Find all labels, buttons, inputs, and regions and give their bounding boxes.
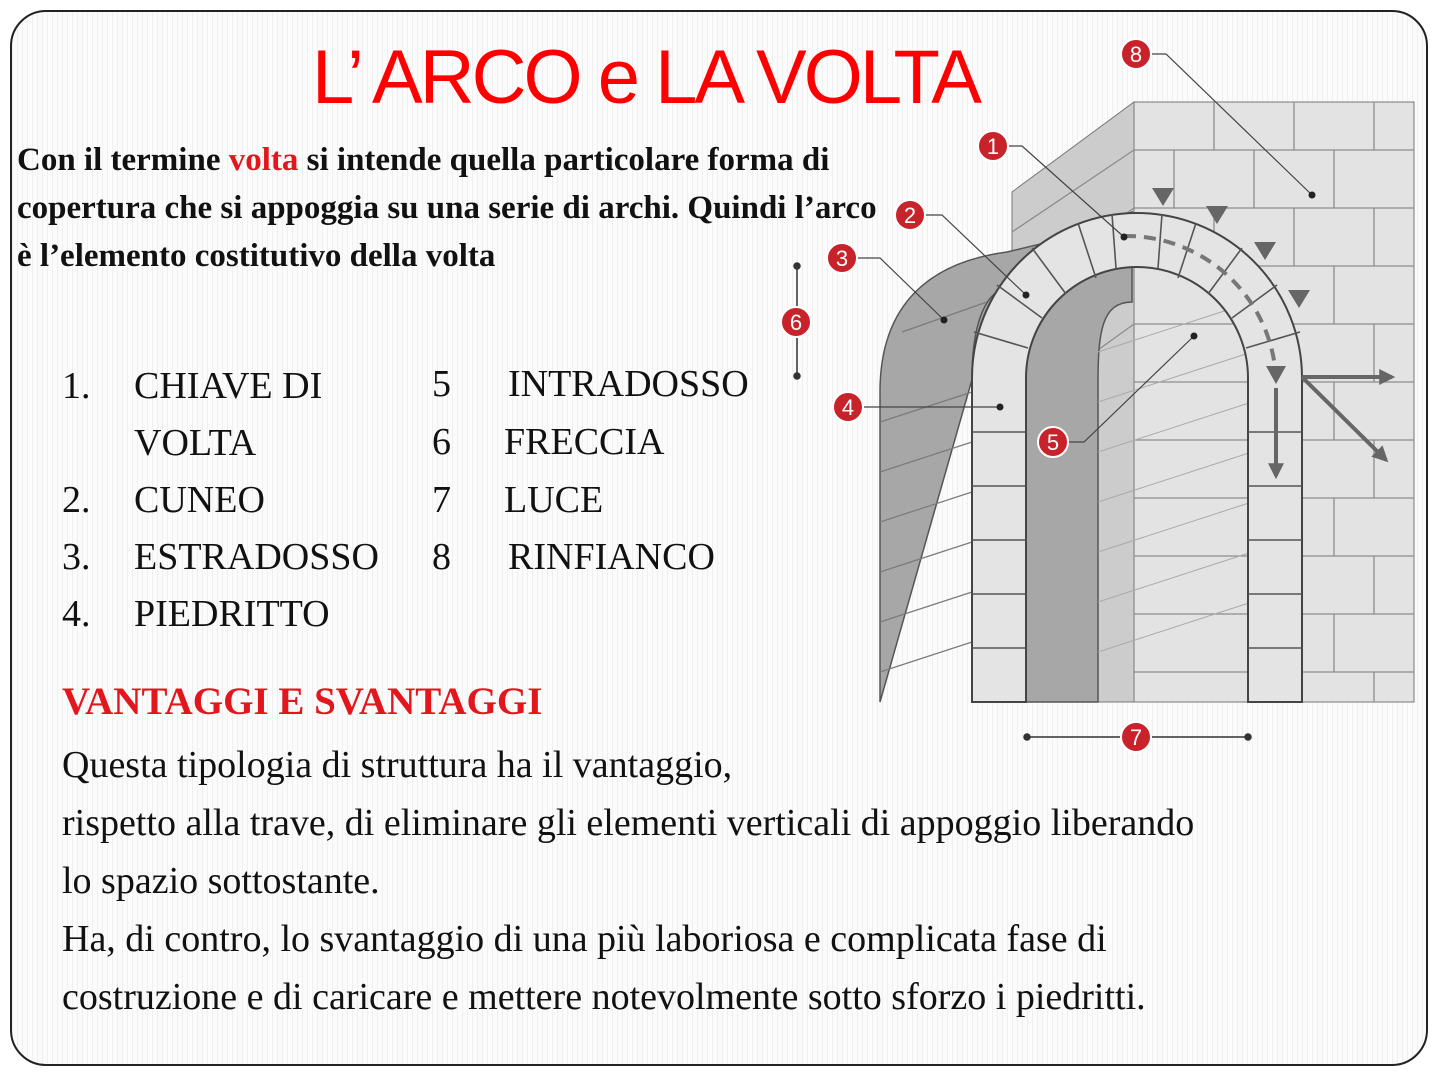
- marker-5: [1038, 427, 1068, 457]
- legend-number: 8: [432, 536, 451, 578]
- marker-4: [833, 392, 863, 422]
- intro-highlight-volta: volta: [228, 142, 299, 178]
- marker-2: [895, 200, 925, 230]
- body-line: costruzione e di caricare e mettere notevolmente sotto sforzo i piedritti.: [62, 976, 1146, 1018]
- section-title: VANTAGGI E SVANTAGGI: [62, 680, 543, 723]
- marker-3: [827, 243, 857, 273]
- marker-7: [1121, 722, 1151, 752]
- body-line: Questa tipologia di struttura ha il vantaggio,: [62, 744, 733, 786]
- legend-number: 2.: [62, 479, 91, 521]
- body-line: rispetto alla trave, di eliminare gli elementi verticali di appoggio liberando: [62, 802, 1195, 844]
- legend-label: ESTRADOSSO: [134, 536, 379, 578]
- marker-8: [1121, 39, 1151, 69]
- body-line: lo spazio sottostante.: [62, 860, 380, 902]
- marker-number: 6: [789, 310, 803, 335]
- legend-label: FRECCIA: [504, 421, 665, 463]
- legend-number: 1.: [62, 365, 91, 407]
- legend-number: 6: [432, 421, 451, 463]
- legend-number: 7: [432, 479, 451, 521]
- slide-title: L’ ARCO e LA VOLTA: [312, 35, 979, 120]
- legend-label: INTRADOSSO: [508, 363, 749, 405]
- legend-label: CHIAVE DI VOLTA: [134, 365, 323, 464]
- legend-number: 5: [432, 363, 451, 405]
- marker-number: 4: [841, 395, 855, 420]
- legend-label: CUNEO: [134, 479, 265, 521]
- marker-number: 3: [835, 246, 849, 271]
- intro-text-start: Con il termine: [17, 142, 229, 178]
- legend-number: 3.: [62, 536, 91, 578]
- legend-label: PIEDRITTO: [134, 593, 330, 635]
- legend-label: RINFIANCO: [508, 536, 715, 578]
- marker-number: 2: [903, 203, 917, 228]
- marker-number: 5: [1046, 430, 1060, 455]
- marker-number: 7: [1129, 725, 1143, 750]
- marker-number: 1: [986, 134, 1000, 159]
- marker-number: 8: [1129, 42, 1143, 67]
- intro-text-end: si intende quella particolare forma di copertura che si appoggia su una serie di archi. Quindi l’arco è l’elemento costitutivo della volta: [17, 142, 877, 274]
- legend-label: LUCE: [504, 479, 604, 521]
- slide-frame: [10, 10, 1428, 1066]
- arch-diagram: [12, 12, 1428, 1066]
- marker-1: [978, 131, 1008, 161]
- marker-6: [781, 307, 811, 337]
- body-line: Ha, di contro, lo svantaggio di una più laboriosa e complicata fase di: [62, 918, 1107, 960]
- legend-number: 4.: [62, 593, 91, 635]
